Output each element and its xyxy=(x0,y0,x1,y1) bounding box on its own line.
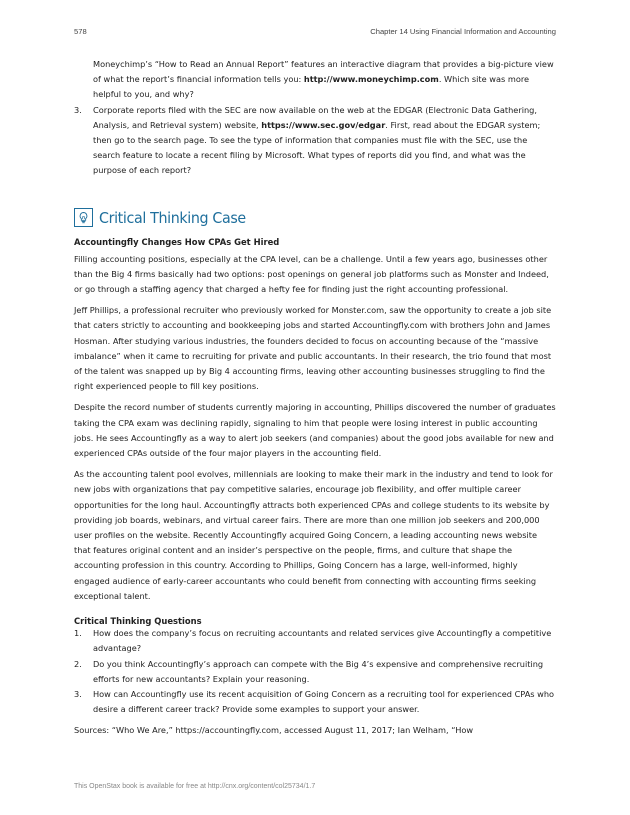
question-text: How can Accountingfly use its recent acquisition of Going Concern as a recruiting tool for experienced CPAs who desire a different career track? Provide some examples to support your answer. xyxy=(93,688,555,715)
question-item xyxy=(74,626,556,656)
list-number: 3. xyxy=(74,104,82,115)
page-number: 578 xyxy=(74,27,87,36)
questions-heading: Critical Thinking Questions xyxy=(74,616,202,627)
page-header xyxy=(74,27,556,36)
page-footer: This OpenStax book is available for free at http://cnx.org/content/col25734/1.7 xyxy=(74,783,316,790)
paragraph: As the accounting talent pool evolves, millennials are looking to make their mark in the industry and tend to look for new jobs with organizations that pay competitive salaries, encourage job flexibility, and offer multiple career opportunities for the long haul. Accountingfly attracts both experienced CPAs and college students to its website by providing job boards, webinars, and virtual career fairs. There are more than one million job seekers and 200,000 user profiles on the website. Recently Accountingfly acquired Going Concern, a leading accounting news website that features original content and an insider’s perspective on the people, firms, and culture that shape the accounting profession in this country. According to Phillips, Going Concern has a large, well-informed, highly engaged audience of early-career accountants who could benefit from connecting with accounting firms seeking exceptional talent. xyxy=(74,469,553,601)
edgar-link[interactable]: https://www.sec.gov/edgar xyxy=(261,119,386,130)
page-content xyxy=(74,57,556,739)
section-heading xyxy=(74,205,556,231)
paragraph: Jeff Phillips, a professional recruiter who previously worked for Monster.com, saw the opportunity to create a job site that caters strictly to accounting and bookkeeping jobs and started Accountingfly.com with brothers John and James Hosman. After studying various industries, the founders decided to focus on accounting because of the “massive imbalance” when it came to recruiting for private and public accountants. In their research, the trio found that most of the talent was snapped up by Big 4 accounting firms, leaving other accounting businesses struggling to find the right experienced people to fill key positions. xyxy=(74,305,552,392)
exercise-list xyxy=(74,103,556,179)
question-text: Do you think Accountingfly’s approach can compete with the Big 4’s expensive and comprehensive recruiting efforts for new accountants? Explain your reasoning. xyxy=(93,658,544,684)
case-title: Accountingfly Changes How CPAs Get Hired xyxy=(74,236,280,247)
question-item xyxy=(74,687,556,717)
paragraph: Despite the record number of students currently majoring in accounting, Phillips discovered the number of graduates taking the CPA exam was declining rapidly, signaling to him that people were losing interest in public accounting jobs. He sees Accountingfly as a way to alert job seekers (and companies) about the good jobs available for new and experienced CPAs outside of the four major players in the accounting field. xyxy=(74,402,556,459)
continued-list-item: Moneychimp’s “How to Read an Annual Report” features an interactive diagram that provides a big-picture view of what the report’s financial information tells you: http://www.moneychimp.com. Which site was more helpful to you, and why? xyxy=(93,59,554,100)
list-item: 3. Corporate reports filed with the SEC are now available on the web at the EDGAR (Electronic Data Gathering, Analysis, and Retrieval system) website, https://www.sec.gov/edgar. First, read about the EDGAR system; then go to the search page. To see the type of information that companies must file with the SEC, use the search feature to locate a recent filing by Microsoft. What types of reports did you find, and what was the purpose of each report? xyxy=(74,103,556,179)
paragraph: Filling accounting positions, especially at the CPA level, can be a challenge. Until a few years ago, businesses other than the Big 4 firms basically had two options: post openings on general job platforms such as Monster and Indeed, or go through a staffing agency that charged a hefty fee for finding just the right accounting professional. xyxy=(74,253,549,295)
moneychimp-link[interactable]: http://www.moneychimp.com xyxy=(303,74,439,85)
question-number: 1. xyxy=(74,628,82,639)
lightbulb-icon xyxy=(74,208,93,227)
section-title: Critical Thinking Case xyxy=(99,208,246,227)
chapter-title: Chapter 14 Using Financial Information and Accounting xyxy=(370,27,556,36)
question-number: 2. xyxy=(74,658,82,669)
question-item xyxy=(74,657,556,687)
questions-list xyxy=(74,626,556,717)
question-text: How does the company’s focus on recruiting accountants and related services give Accountingfly a competitive advantage? xyxy=(93,628,552,654)
question-number: 3. xyxy=(74,688,82,699)
sources-line: Sources: “Who We Are,” https://accountingfly.com, accessed August 11, 2017; Ian Welham, “How xyxy=(74,725,474,736)
